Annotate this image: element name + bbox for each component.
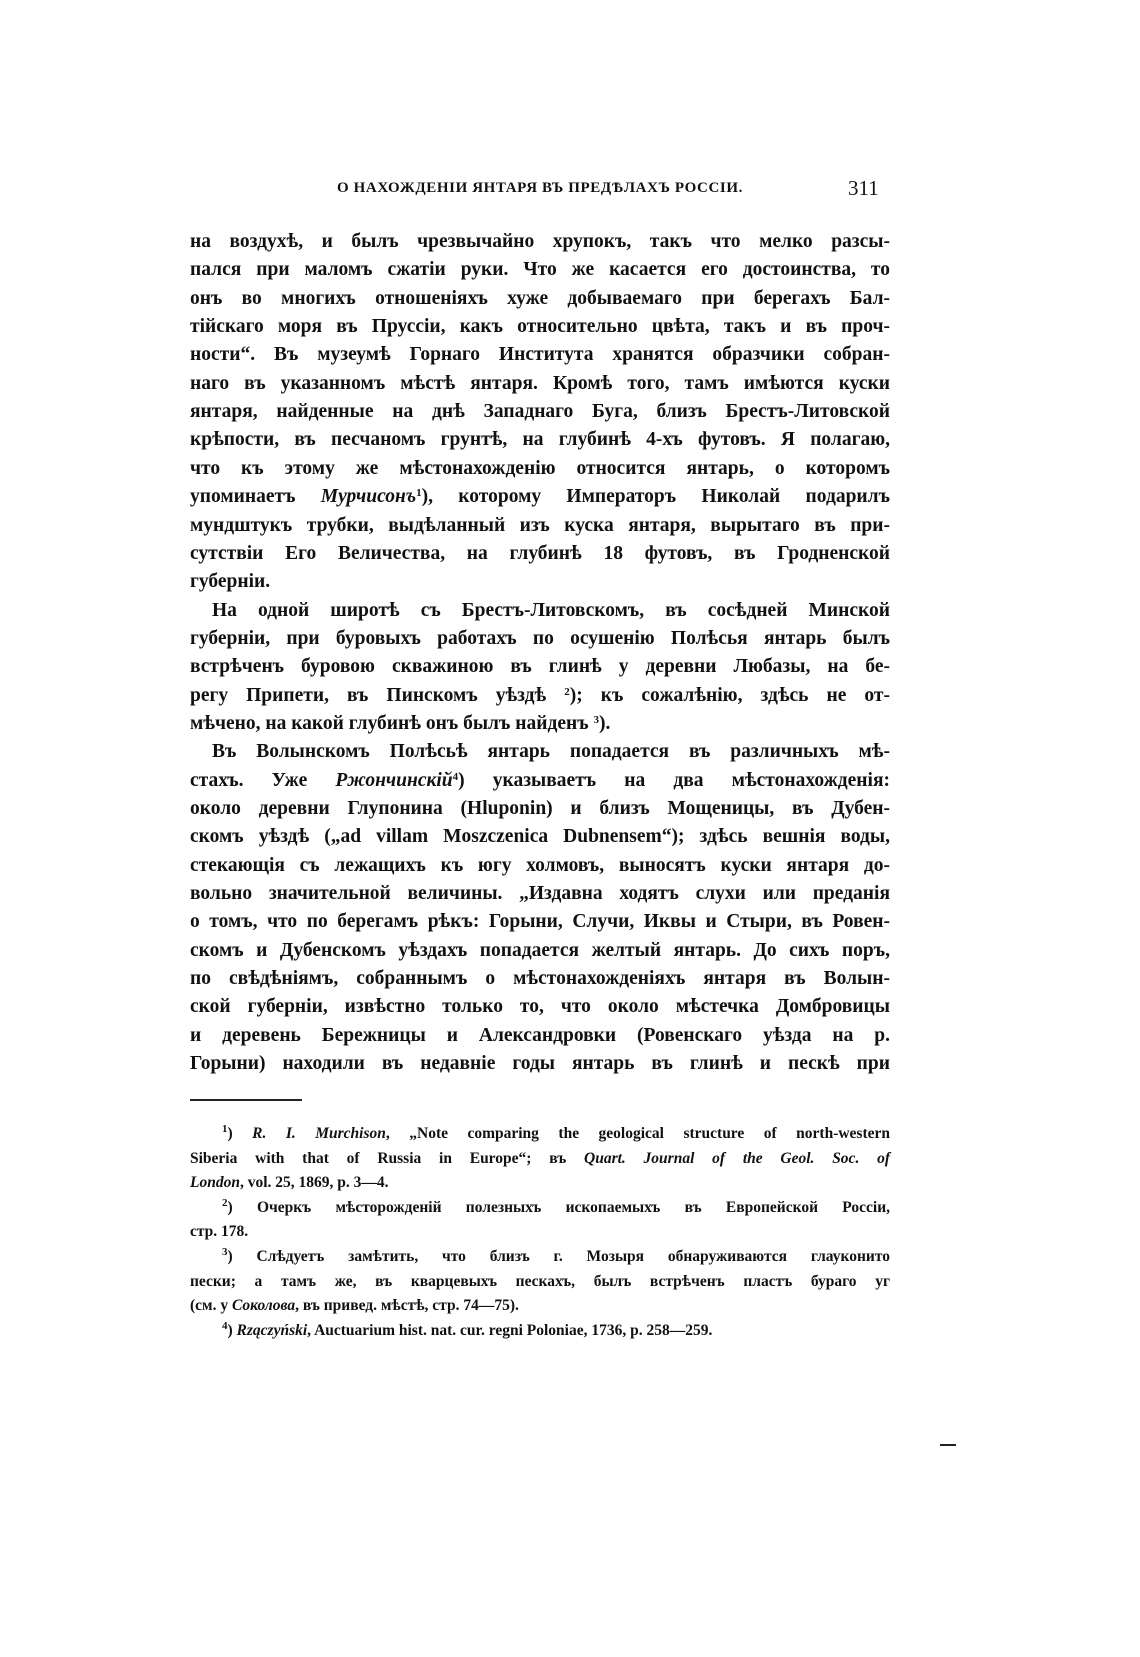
text-run: сутствіи Его Величества, на глубинѣ 18 футовъ, въ Гродненской	[190, 542, 890, 564]
text-run: скомъ уѣздѣ („ad villam Moszczenica Dubnensem“); здѣсь вешнія воды,	[190, 826, 890, 848]
text-line	[190, 825, 890, 849]
text-line	[190, 428, 890, 452]
text-line	[190, 372, 890, 396]
italic-text: Rzączyński	[236, 1321, 308, 1339]
italic-text: London	[190, 1174, 240, 1192]
text-run: ), которому Императоръ Николай подарилъ	[421, 486, 890, 508]
italic-text: R. I. Murchison	[252, 1125, 386, 1142]
footnote-marker: 1	[222, 1123, 228, 1135]
text-run: пался при маломъ сжатіи руки. Что же касается его достоинства, то	[190, 259, 890, 281]
text-run: мѣчено, на какой глубинѣ онъ былъ найденъ	[190, 712, 594, 734]
text-run: ).	[598, 712, 611, 734]
text-line	[190, 967, 890, 991]
page-number: 311	[848, 176, 879, 200]
text-run: стр. 178.	[190, 1223, 249, 1241]
text-run: , Auctuarium hist. nat. cur. regni Poloniae, 1736, p. 258—259.	[307, 1321, 713, 1339]
text-run: что къ этому же мѣстонахожденію относится янтарь, о которомъ	[190, 457, 890, 479]
italic-text: Соколова	[231, 1297, 296, 1315]
text-run: онъ во многихъ отношеніяхъ хуже добываемаго при берегахъ Бал-	[190, 287, 890, 309]
text-line	[190, 684, 890, 708]
text-run: тійскаго моря въ Пруссіи, какъ относительно цвѣта, такъ и въ проч-	[190, 316, 890, 338]
text-line	[212, 599, 890, 623]
footnote-marker: 4	[222, 1319, 228, 1332]
text-line	[190, 542, 890, 566]
text-run: пески; а тамъ же, въ кварцевыхъ пескахъ, былъ встрѣченъ пластъ бураго уг	[190, 1272, 890, 1290]
footnote-marker: 4	[452, 770, 459, 783]
text-run: стекающія съ лежащихъ къ югу холмовъ, выносятъ куски янтаря до-	[190, 854, 890, 876]
text-line	[190, 939, 890, 963]
text-line	[190, 910, 890, 934]
text-run: , vol. 25, 1869, p. 3—4.	[239, 1174, 389, 1192]
text-run: на воздухѣ, и былъ чрезвычайно хрупокъ, такъ что мелко разсы-	[190, 231, 890, 252]
text-line	[190, 797, 890, 821]
footnote-line	[190, 1222, 890, 1242]
text-run: Въ Волынскомъ Полѣсьѣ янтарь попадается въ различныхъ мѣ-	[212, 741, 890, 763]
text-run: крѣпости, въ песчаномъ грунтѣ, на глубинѣ 4-хъ футовъ. Я полагаю,	[190, 429, 890, 451]
italic-text: Мурчисонъ	[320, 486, 417, 508]
text-line	[190, 343, 890, 367]
text-run: около деревни Глупонина (Hluponin) и близъ Мощеницы, въ Дубен-	[190, 798, 890, 819]
text-line	[190, 854, 890, 878]
footnote-line	[222, 1124, 890, 1144]
text-run: губерніи, при буровыхъ работахъ по осушенію Полѣсья янтарь былъ	[190, 627, 890, 649]
text-run: Горыни) находили въ недавніе годы янтарь въ глинѣ и пескѣ при	[190, 1053, 890, 1075]
text-run: скомъ и Дубенскомъ уѣздахъ попадается желтый янтарь. До сихъ поръ,	[190, 939, 890, 961]
text-line	[190, 995, 890, 1019]
text-run: встрѣченъ буровою скважиною въ глинѣ у деревни Любазы, на бе-	[190, 656, 890, 678]
text-line	[190, 457, 890, 481]
text-run: наго въ указанномъ мѣстѣ янтаря. Кромѣ того, тамъ имѣются куски	[190, 372, 890, 394]
footnote-marker: 2	[564, 685, 570, 698]
text-line	[190, 514, 890, 538]
text-line	[190, 712, 890, 736]
footnote-line	[190, 1296, 890, 1316]
text-run: ) указываетъ на два мѣстонахожденія:	[458, 769, 890, 791]
text-run: регу Припети, въ Пинскомъ уѣздѣ	[190, 684, 565, 706]
text-run: губерніи.	[190, 571, 271, 593]
italic-text: Ржончинскій	[335, 769, 453, 791]
text-line	[190, 570, 890, 594]
footnote-line	[222, 1247, 890, 1267]
text-run: ской губерніи, извѣстно только то, что около мѣстечка Домбровицы	[190, 996, 890, 1018]
text-run: )	[227, 1321, 237, 1339]
footnote-line	[190, 1149, 890, 1169]
text-line	[190, 287, 890, 311]
text-run: стахъ. Уже	[190, 769, 336, 791]
text-line	[190, 1024, 890, 1048]
text-line	[190, 655, 890, 679]
footnote-marker: 1	[416, 487, 422, 500]
italic-text: Quart. Journal of the Geol. Soc. of	[584, 1149, 890, 1167]
margin-mark	[940, 1444, 956, 1446]
text-run: упоминаетъ	[190, 486, 321, 508]
text-run: (см. у	[190, 1297, 232, 1315]
text-line	[190, 769, 890, 793]
footnote-marker: 2	[222, 1196, 228, 1209]
text-line	[212, 740, 890, 764]
text-run: янтаря, найденные на днѣ Западнаго Буга, близъ Брестъ-Литовской	[190, 401, 890, 423]
text-line	[190, 258, 890, 282]
text-run: , „Note comparing the geological structure of north-western	[385, 1125, 891, 1142]
text-line	[190, 882, 890, 906]
running-title: О НАХОЖДЕНІИ ЯНТАРЯ ВЪ ПРЕДѢЛАХЪ РОССІИ.	[337, 180, 743, 196]
text-run: ); къ сожалѣнію, здѣсь не от-	[569, 684, 890, 706]
footnote-line	[190, 1272, 890, 1292]
text-line	[190, 400, 890, 424]
text-run: и деревень Бережницы и Александровки (Ровенскаго уѣзда на р.	[190, 1024, 890, 1046]
text-run: Siberia with that of Russia in Europe“; въ	[190, 1149, 585, 1167]
text-run: вольно значительной величины. „Издавна ходятъ слухи или преданія	[190, 883, 890, 905]
text-run: )	[227, 1125, 253, 1142]
text-run: , въ привед. мѣстѣ, стр. 74—75).	[295, 1297, 519, 1315]
text-run: ности“. Въ музеумѣ Горнаго Института хранятся образчики собран-	[190, 344, 890, 366]
text-line	[190, 1052, 890, 1076]
text-run: по свѣдѣніямъ, собраннымъ о мѣстонахожденіяхъ янтаря въ Волын-	[190, 968, 890, 990]
text-run: На одной широтѣ съ Брестъ-Литовскомъ, въ сосѣдней Минской	[212, 599, 890, 621]
text-run: о томъ, что по берегамъ рѣкъ: Горыни, Случи, Иквы и Стыри, въ Ровен-	[190, 911, 890, 933]
footnote-line	[222, 1198, 890, 1218]
footnote-line	[190, 1173, 890, 1193]
text-run: ) Слѣдуетъ замѣтить, что близъ г. Мозыря обнаруживаются глауконито	[227, 1248, 890, 1265]
footnote-marker: 3	[222, 1246, 228, 1258]
text-line	[190, 230, 890, 254]
footnote-line	[222, 1321, 890, 1341]
text-line	[190, 627, 890, 651]
footnote-separator	[190, 1099, 302, 1101]
text-line	[190, 485, 890, 509]
text-run: мундштукъ трубки, выдѣланный изъ куска янтаря, вырытаго въ при-	[190, 514, 890, 536]
footnote-marker: 3	[593, 713, 599, 726]
text-run: ) Очеркъ мѣсторожденій полезныхъ ископаемыхъ въ Европейской Россіи,	[227, 1198, 890, 1216]
text-line	[190, 315, 890, 339]
